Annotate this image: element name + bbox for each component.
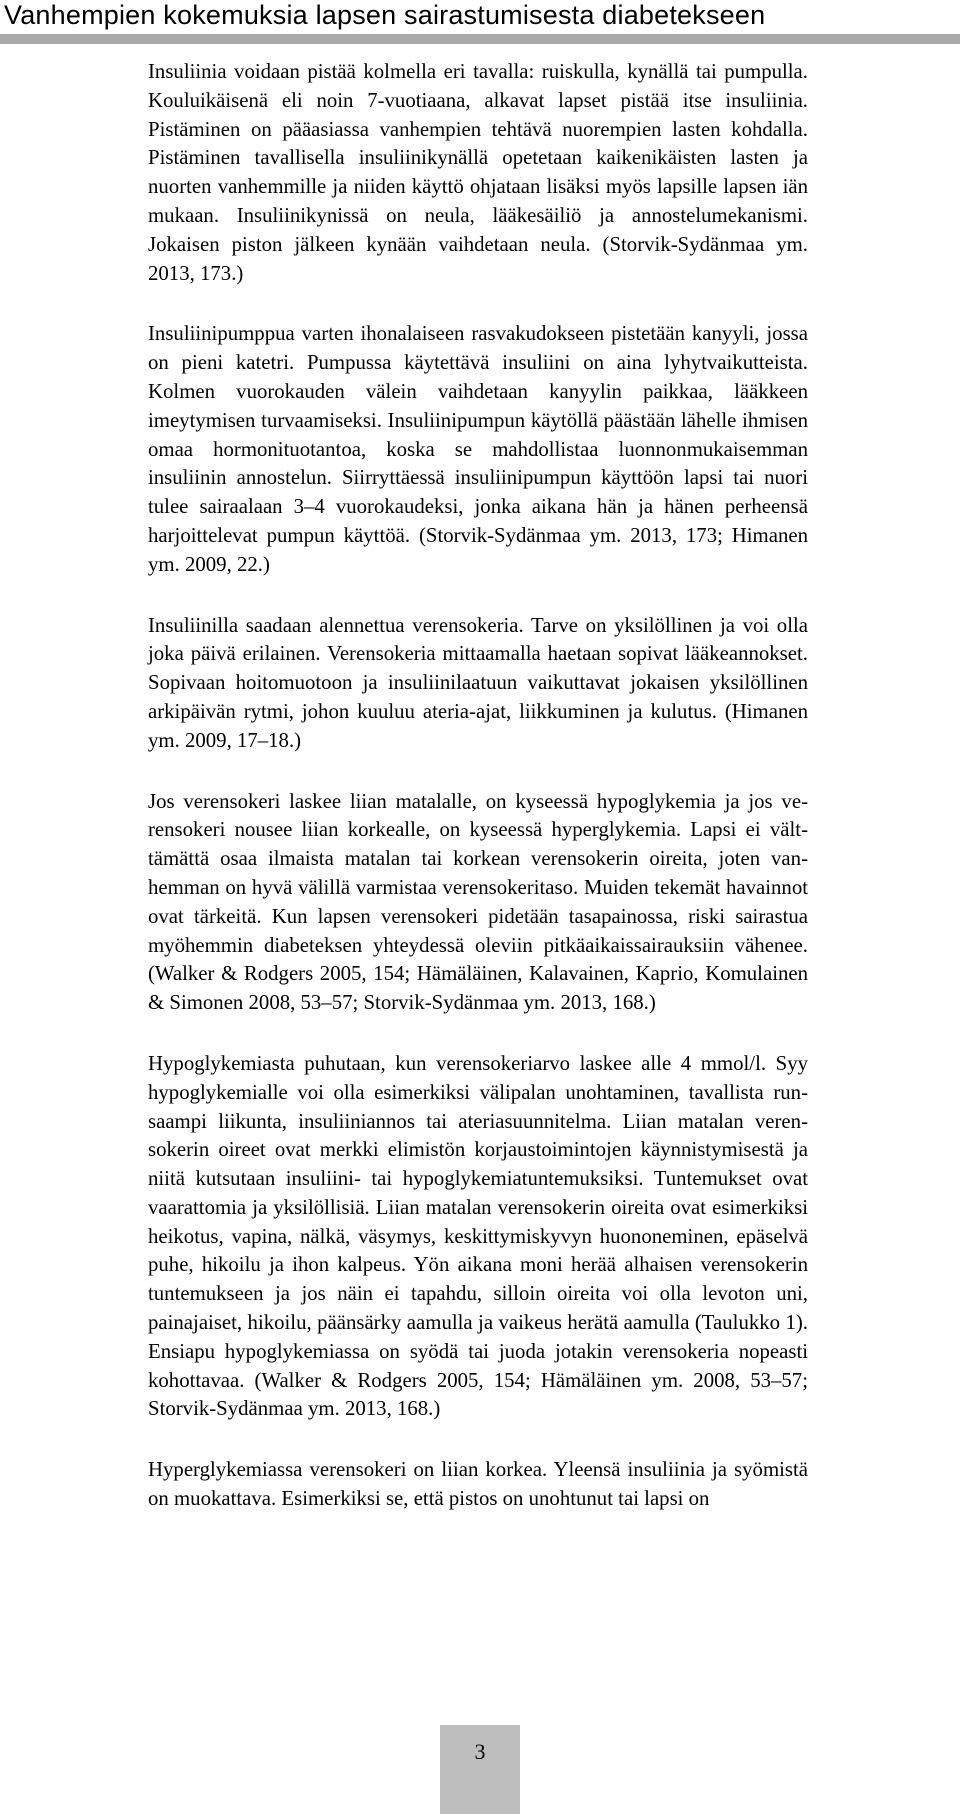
running-header-title: Vanhempien kokemuksia lapsen sairastumisesta diabetekseen	[4, 0, 766, 30]
body-text	[148, 58, 808, 1546]
paragraph-hypoglycemia: Hypoglykemiasta puhutaan, kun verensokeriarvo laskee alle 4 mmol/l. Syy hypoglykemialle voi olla esimerkiksi välipalan unohtaminen, tavallista runsaampi liikunta, insuliiniannos tai ateriasuunnitelma. Liian matalan verensokerin oireet ovat merkki elimistön korjaustoimintojen käynnistymisestä ja niitä kutsutaan insuliini- tai hypoglykemiatuntemuksiksi. Tuntemukset ovat vaarattomia ja yksilöllisiä. Liian matalan verensokerin oireita ovat esimerkiksi heikotus, vapina, nälkä, väsymys, keskittymiskyvyn huononeminen, epäselvä puhe, hikoilu ja ihon kalpeus. Yön aikana moni herää alhaisen verensokerin tuntemukseen ja jos näin ei tapahdu, silloin oireita voi olla levoton uni, painajaiset, hikoilu, päänsärky aamulla ja vaikeus herätä aamulla (Taulukko 1). Ensiapu hypoglykemiassa on syödä tai juoda jotakin verensokeria nopeasti kohottavaa. (Walker & Rodgers 2005, 154; Hämäläinen ym. 2008, 53–57; Storvik-Sydänmaa ym. 2013, 168.)	[148, 1051, 808, 1421]
page-number-box	[440, 1725, 520, 1814]
paragraph-hyperglycemia: Hyperglykemiassa verensokeri on liian korkea. Yleensä insuliinia ja syömistä on muokattava. Esimerkiksi se, että pistos on unohtunut tai lapsi on	[148, 1458, 808, 1511]
header-rule	[0, 34, 960, 44]
paragraph-insulin-pump: Insuliinipumppua varten ihonalaiseen rasvakudokseen pistetään kanyyli, jossa on pieni katetri. Pumpussa käytettävä insuliini on aina lyhytvaikutteista. Kolmen vuorokauden välein vaihdetaan kanyylin paikkaa, lääkkeen imeytymisen turvaamiseksi. Insuliinipumpun käytöllä päästään lähelle ihmisen omaa hormonituotantoa, koska se mahdollistaa luonnonmukaisemman insuliinin annostelun. Siirryttäessä insuliinipumpun käyttöön lapsi tai nuori tulee sairaalaan 3–4 vuorokaudeksi, jonka aikana hän ja hänen perheensä harjoittelevat pumpun käyttöä. (Storvik-Sydänmaa ym. 2013, 173; Himanen ym. 2009, 22.)	[148, 322, 808, 576]
page-header	[0, 0, 960, 44]
page-number: 3	[474, 1739, 486, 1764]
paragraph-blood-sugar-dosing: Insuliinilla saadaan alennettua verensokeria. Tarve on yksilöllinen ja voi olla joka päivä erilainen. Verensokeria mittaamalla haetaan sopivat lääkeannokset. Sopivaan hoitomuotoon ja insuliinilaatuun vaikuttavat jokaisen yksilöllinen arkipäivän rytmi, johon kuuluu ateria-ajat, liikkuminen ja kulutus. (Himanen ym. 2009, 17–18.)	[148, 613, 808, 752]
paragraph-insulin-methods: Insuliinia voidaan pistää kolmella eri tavalla: ruiskulla, kynällä tai pumpulla. Kouluikäisenä eli noin 7-vuotiaana, alkavat lapset pistää itse insuliinia. Pistäminen on pääasiassa vanhempien tehtävä nuorempien lasten kohdalla. Pistäminen tavallisella insuliinikynällä opetetaan kaikenikäisten lasten ja nuorten vanhemmille ja niiden käyttö ohjataan lisäksi myös lapsille lapsen iän mukaan. Insuliinikynissä on neula, lääkesäiliö ja annostelumekanismi. Jokaisen piston jälkeen kynään vaihdetaan neula. (Storvik-Sydänmaa ym. 2013, 173.)	[148, 60, 808, 285]
paragraph-hypo-hyper-overview: Jos verensokeri laskee liian matalalle, on kyseessä hypoglykemia ja jos verensokeri nousee liian korkealle, on kyseessä hyperglykemia. Lapsi ei välttämättä osaa ilmaista matalan tai korkean verensokerin oireita, joten vanhemman on hyvä välillä varmistaa verensokeritaso. Muiden tekemät havainnot ovat tärkeitä. Kun lapsen verensokeri pidetään tasapainossa, riski sairastua myöhemmin diabeteksen yhteydessä oleviin pitkäaikaissairauksiin vähenee. (Walker & Rodgers 2005, 154; Hämäläinen, Kalavainen, Kaprio, Komulainen & Simonen 2008, 53–57; Storvik-Sydänmaa ym. 2013, 168.)	[148, 789, 808, 1015]
